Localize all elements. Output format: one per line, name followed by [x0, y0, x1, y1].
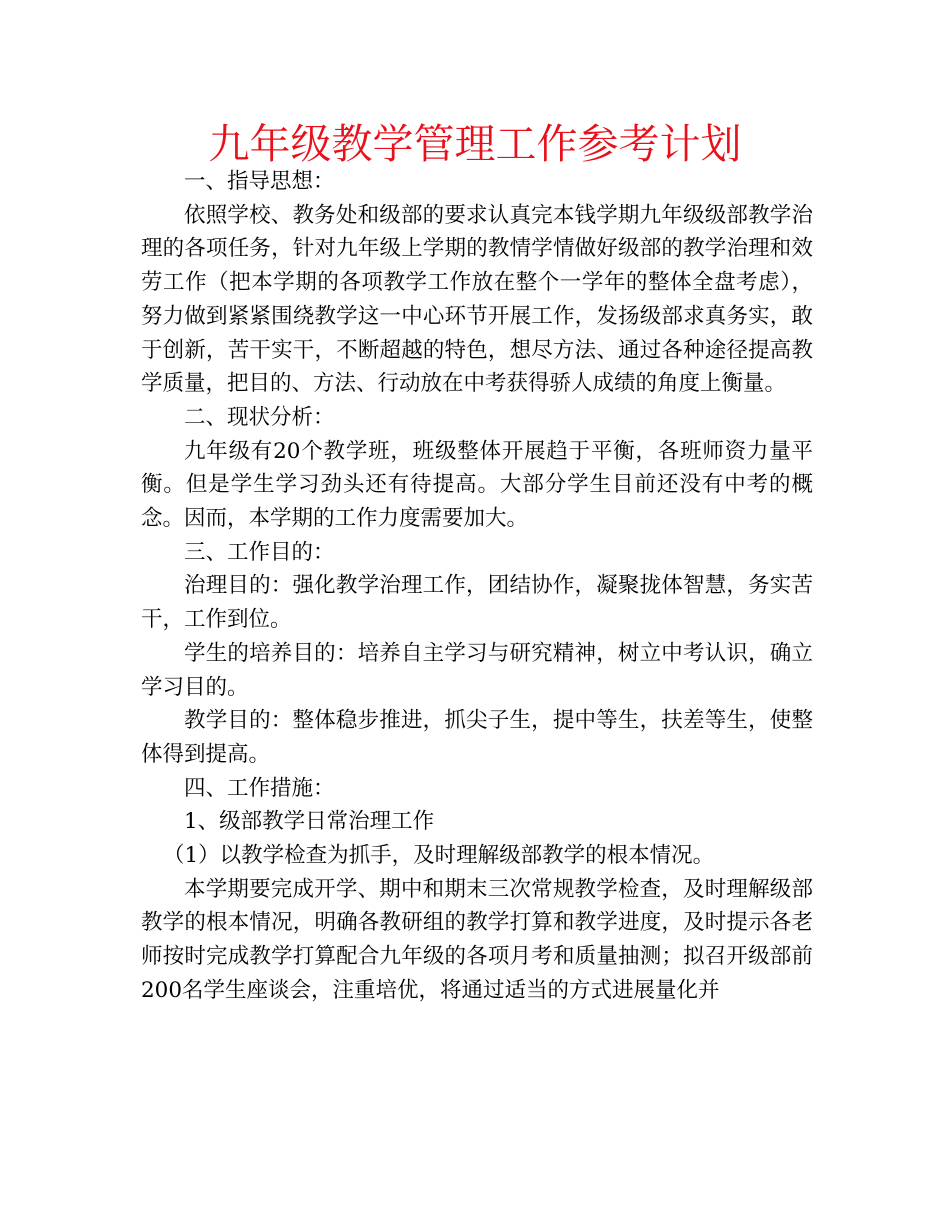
section-heading-work-goals: 三、工作目的：: [184, 539, 335, 565]
subsection-heading-daily-management: 1、级部教学日常治理工作: [184, 809, 435, 835]
item-heading-teaching-inspection: （1）以教学检查为抓手，及时理解级部教学的根本情况。: [163, 843, 715, 869]
paragraph-management-goal: 治理目的：强化教学治理工作，团结协作，凝聚拢体智慧，务实苦干，工作到位。: [141, 573, 813, 633]
document-body: [141, 165, 813, 1008]
paragraph-status-analysis: 九年级有20个教学班，班级整体开展趋于平衡，各班师资力量平衡。但是学生学习劲头还有待提高。大部分学生目前还没有中考的概念。因而，本学期的工作力度需要加大。: [141, 438, 813, 532]
document-title: 九年级教学管理工作参考计划: [208, 120, 742, 168]
paragraph-guiding-thought: 依照学校、教务处和级部的要求认真完本钱学期九年级级部教学治理的各项任务，针对九年级上学期的教情学情做好级部的教学治理和效劳工作（把本学期的各项教学工作放在整个一学年的整体全盘考虑），努力做到紧紧围绕教学这一中心环节开展工作，发扬级部求真务实，敢于创新，苦干实干，不断超越的特色，想尽方法、通过各种途径提高教学质量，把目的、方法、行动放在中考获得骄人成绩的角度上衡量。: [141, 202, 813, 397]
section-heading-work-measures: 四、工作措施：: [184, 775, 335, 801]
paragraph-student-goal: 学生的培养目的：培养自主学习与研究精神，树立中考认识，确立学习目的。: [141, 640, 813, 700]
paragraph-teaching-inspection: 本学期要完成开学、期中和期末三次常规教学检查，及时理解级部教学的根本情况，明确各教研组的教学打算和教学进度，及时提示各老师按时完成教学打算配合九年级的各项月考和质量抽测；拟召开级部前200名学生座谈会，注重培优，将通过适当的方式进展量化并: [141, 876, 813, 1003]
section-heading-status-analysis: 二、现状分析：: [184, 404, 335, 430]
paragraph-teaching-goal: 教学目的：整体稳步推进，抓尖子生，提中等生，扶差等生，使整体得到提高。: [141, 708, 813, 767]
section-heading-guiding-thought: 一、指导思想：: [184, 169, 335, 194]
